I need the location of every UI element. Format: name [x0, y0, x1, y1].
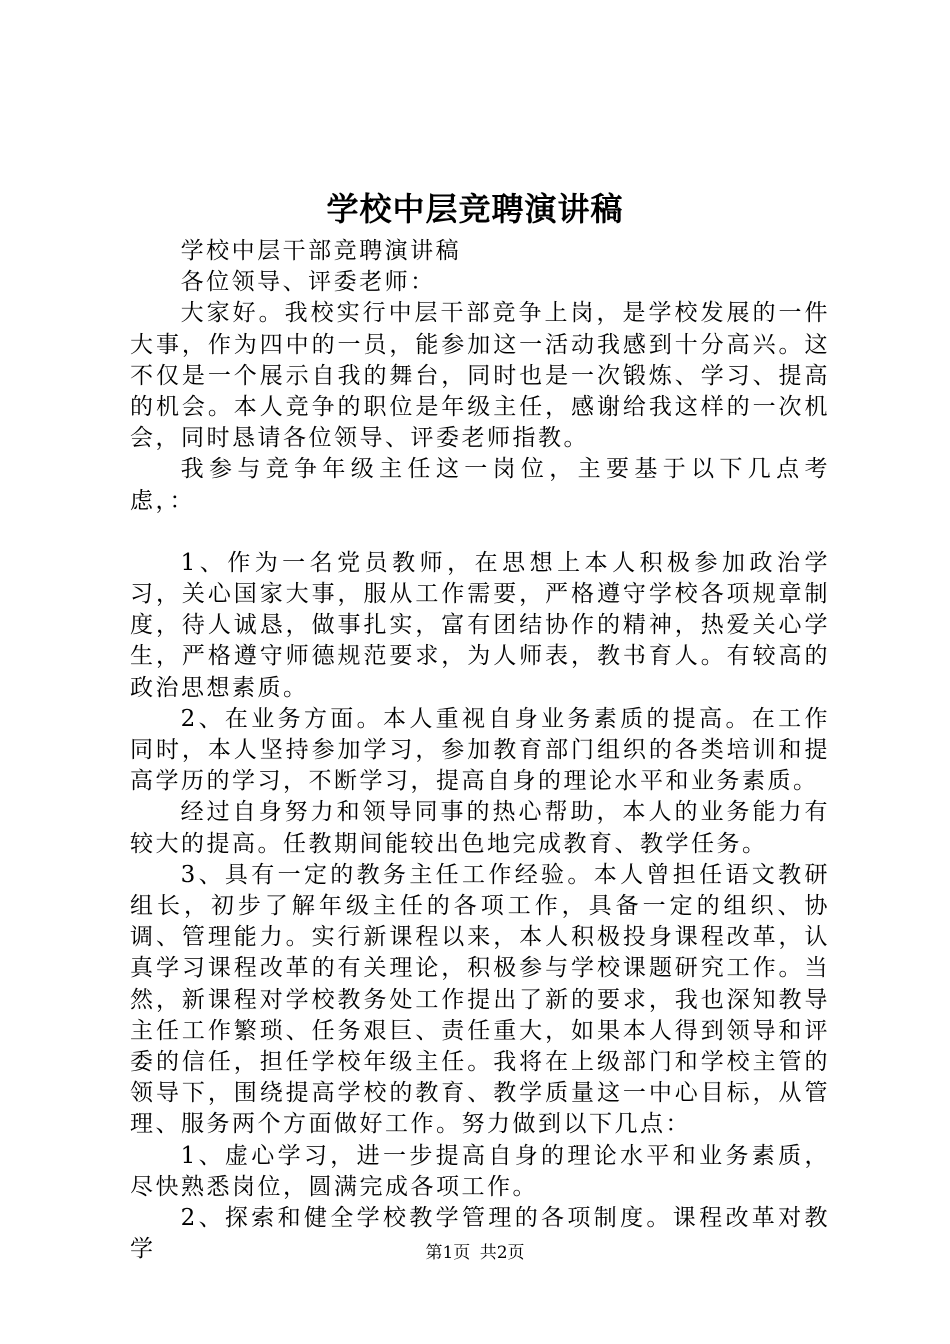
paragraph-intro-points: 我参与竞争年级主任这一岗位，主要基于以下几点考虑，：	[130, 456, 830, 514]
paragraph-point-2-cont: 经过自身努力和领导同事的热心帮助，本人的业务能力有较大的提高。任教期间能较出色地完成教育、教学任务。	[130, 799, 830, 857]
paragraph-subtitle: 学校中层干部竞聘演讲稿	[180, 238, 462, 264]
paragraph-salutation: 各位领导、评委老师：	[180, 269, 436, 296]
paragraph-point-1: 1、作为一名党员教师，在思想上本人积极参加政治学习，关心国家大事，服从工作需要，严格遵守学校各项规章制度，待人诚恳，做事扎实，富有团结协作的精神，热爱关心学生，严格遵守师德规范要求，为人师表，教书育人。有较高的政治思想素质。	[130, 549, 830, 701]
paragraph-point-3: 3、具有一定的教务主任工作经验。本人曾担任语文教研组长，初步了解年级主任的各项工作，具备一定的组织、协调、管理能力。实行新课程以来，本人积极投身课程改革，认真学习课程改革的有关理论，积极参与学校课题研究工作。当然，新课程对学校教务处工作提出了新的要求，我也深知教导主任工作繁琐、任务艰巨、责任重大，如果本人得到领导和评委的信任，担任学校年级主任。我将在上级部门和学校主管的领导下，围绕提高学校的教育、教学质量这一中心目标，从管理、服务两个方面做好工作。努力做到以下几点：	[130, 861, 830, 1138]
paragraph-greeting: 大家好。我校实行中层干部竞争上岗，是学校发展的一件大事，作为四中的一员，能参加这一活动我感到十分高兴。这不仅是一个展示自我的舞台，同时也是一次锻炼、学习、提高的机会。本人竞争的职位是年级主任，感谢给我这样的一次机会，同时恳请各位领导、评委老师指教。	[130, 300, 830, 452]
document-body	[130, 236, 830, 1266]
paragraph-plan-2: 2、探索和健全学校教学管理的各项制度。课程改革对教学	[130, 1205, 830, 1263]
document-title: 学校中层竞聘演讲稿	[326, 190, 624, 228]
paragraph-plan-1: 1、虚心学习，进一步提高自身的理论水平和业务素质，尽快熟悉岗位，圆满完成各项工作。	[130, 1142, 830, 1200]
page-footer	[0, 1241, 950, 1265]
paragraph-point-2: 2、在业务方面。本人重视自身业务素质的提高。在工作同时，本人坚持参加学习，参加教育部门组织的各类培训和提高学历的学习，不断学习，提高自身的理论水平和业务素质。	[130, 705, 830, 795]
page-total: 共2页	[479, 1243, 525, 1263]
page-number: 第1页	[425, 1243, 471, 1263]
